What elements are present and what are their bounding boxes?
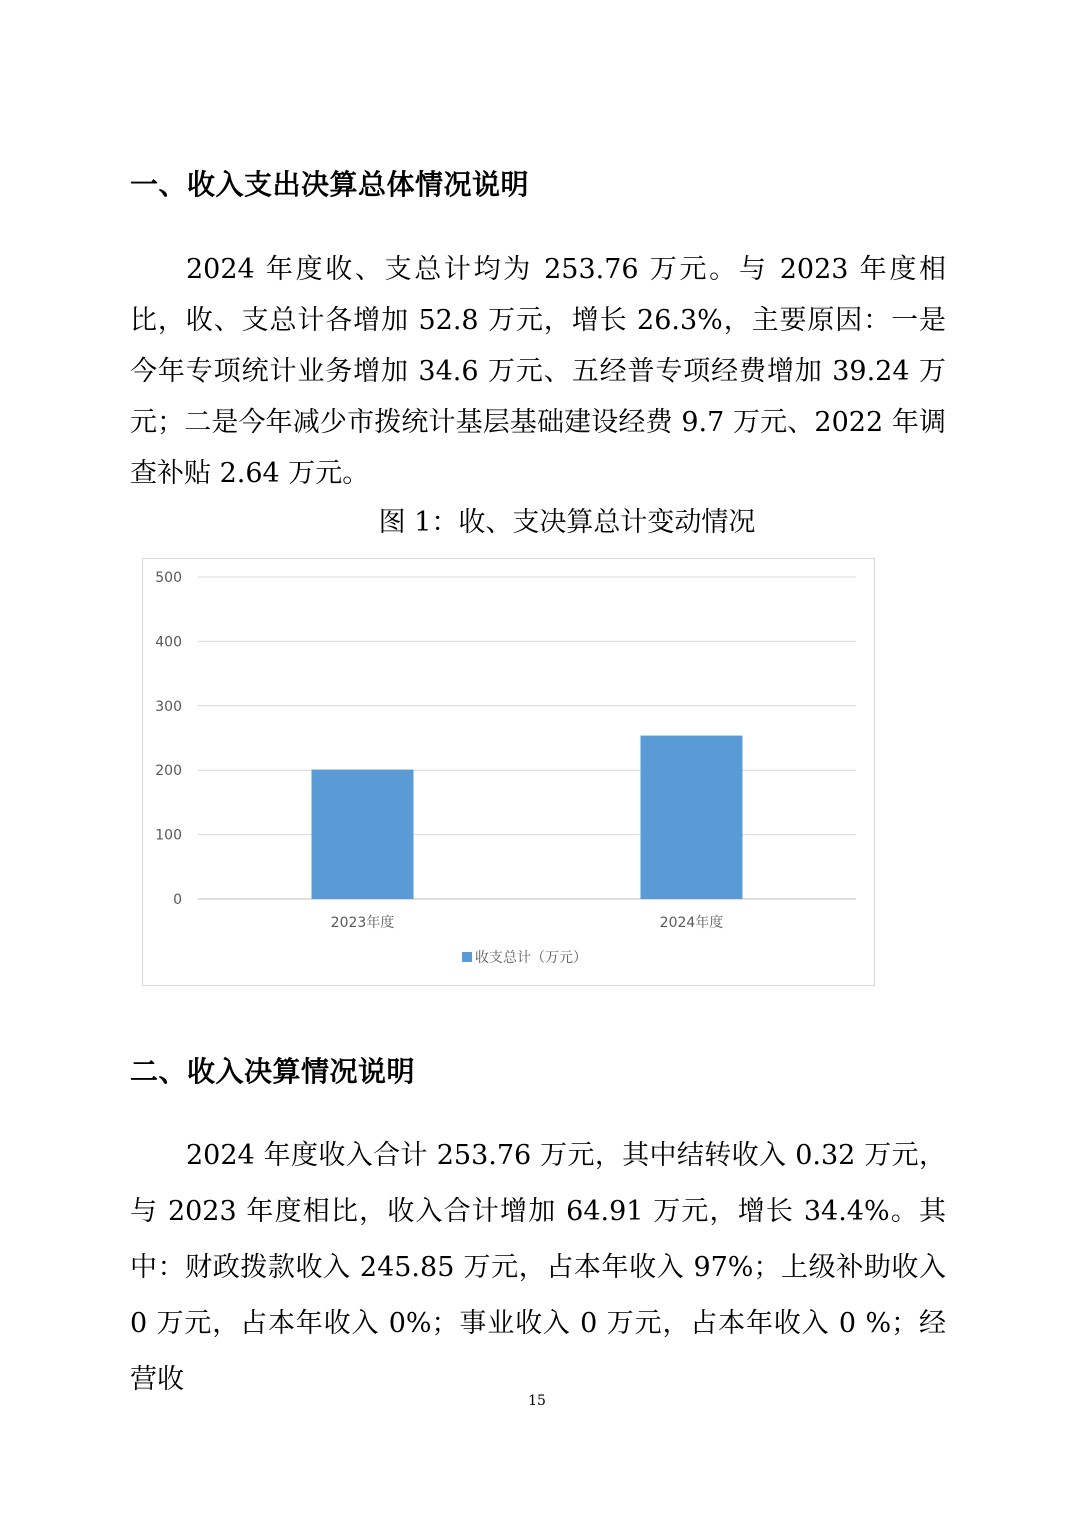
section-heading-income: 二、收入决算情况说明 <box>130 1055 416 1088</box>
y-tick-label: 400 <box>155 634 182 651</box>
figure-caption: 图 1：收、支决算总计变动情况 <box>378 507 756 538</box>
y-tick-label: 300 <box>155 698 182 715</box>
y-tick-label: 500 <box>155 570 182 586</box>
overview-paragraph: 2024 年度收、支总计均为 253.76 万元。与 2023 年度相比，收、支总计各增加 52.8 万元，增长 26.3%，主要原因：一是今年专项统计业务增加 34.6 万元、五经普专项经费增加 39.24 万元；二是今年减少市拨统计基层基础建设经费 9.7 万元、2022 年调查补贴 2.64 万元。 <box>130 254 946 489</box>
y-tick-label: 200 <box>155 763 182 780</box>
income-paragraph: 2024 年度收入合计 253.76 万元，其中结转收入 0.32 万元，与 2023 年度相比，收入合计增加 64.91 万元，增长 34.4%。其中：财政拨款收入 245.85 万元，占本年收入 97%；上级补助收入 0 万元，占本年收入 0%；事业收入 0 万元，占本年收入 0 %；经营收 <box>130 1140 946 1395</box>
y-tick-label: 100 <box>155 827 182 844</box>
legend-label: 收支总计（万元） <box>475 950 587 966</box>
bar-chart <box>142 558 875 986</box>
legend-swatch <box>462 952 472 962</box>
chart-canvas <box>143 559 874 985</box>
bar-2024年度 <box>641 736 743 899</box>
bar-2023年度 <box>312 770 414 899</box>
section-heading-overview: 一、收入支出决算总体情况说明 <box>130 168 530 201</box>
y-tick-label: 0 <box>173 892 182 908</box>
page-number: 15 <box>528 1393 546 1409</box>
x-category-label: 2023年度 <box>330 915 395 931</box>
x-category-label: 2024年度 <box>659 915 724 931</box>
